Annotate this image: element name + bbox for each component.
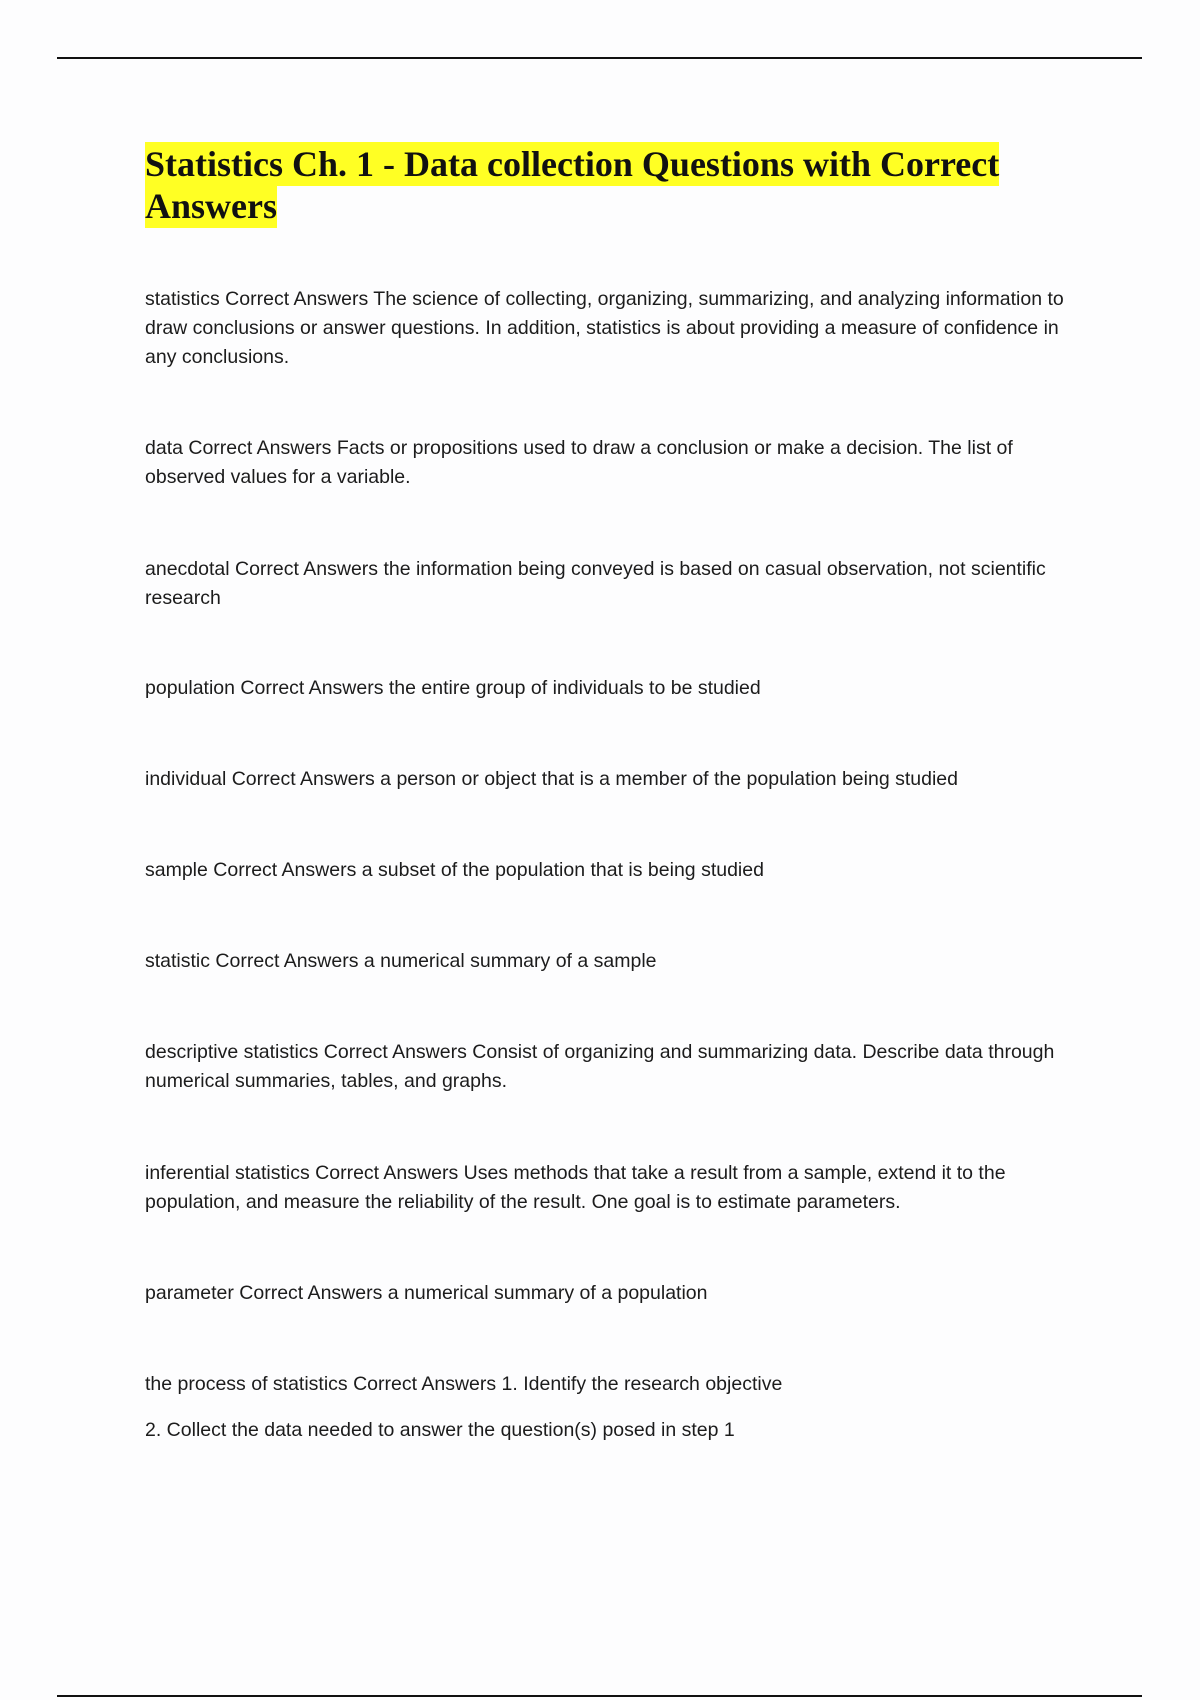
entry-data: data Correct Answers Facts or propositions used to draw a conclusion or make a decision. The list of observed values for a variable. <box>145 437 1013 488</box>
document-title <box>145 143 1045 227</box>
entry-individual: individual Correct Answers a person or object that is a member of the population being studied <box>145 768 958 790</box>
footer-rule <box>57 1695 1142 1697</box>
title-highlight: Statistics Ch. 1 - Data collection Questions with Correct Answers <box>145 144 1000 226</box>
entry-process-of-statistics: the process of statistics Correct Answers 1. Identify the research objective <box>145 1373 783 1395</box>
entry-inferential-statistics: inferential statistics Correct Answers Uses methods that take a result from a sample, extend it to the population, and measure the reliability of the result. One goal is to estimate parameters. <box>145 1162 1006 1213</box>
entry-parameter: parameter Correct Answers a numerical summary of a population <box>145 1282 708 1304</box>
entry-descriptive-statistics: descriptive statistics Correct Answers Consist of organizing and summarizing data. Describe data through numerical summaries, tables, and graphs. <box>145 1041 1055 1092</box>
entry-statistics: statistics Correct Answers The science of collecting, organizing, summarizing, and analyzing information to draw conclusions or answer questions. In addition, statistics is about providing a measure of confidence in any conclusions. <box>145 288 1064 368</box>
entry-anecdotal: anecdotal Correct Answers the information being conveyed is based on casual observation, not scientific research <box>145 558 1046 609</box>
entry-process-step-2: 2. Collect the data needed to answer the question(s) posed in step 1 <box>145 1419 735 1441</box>
header-rule <box>57 57 1142 59</box>
entry-population: population Correct Answers the entire group of individuals to be studied <box>145 677 761 699</box>
entry-statistic: statistic Correct Answers a numerical summary of a sample <box>145 950 657 972</box>
entry-sample: sample Correct Answers a subset of the population that is being studied <box>145 859 764 881</box>
